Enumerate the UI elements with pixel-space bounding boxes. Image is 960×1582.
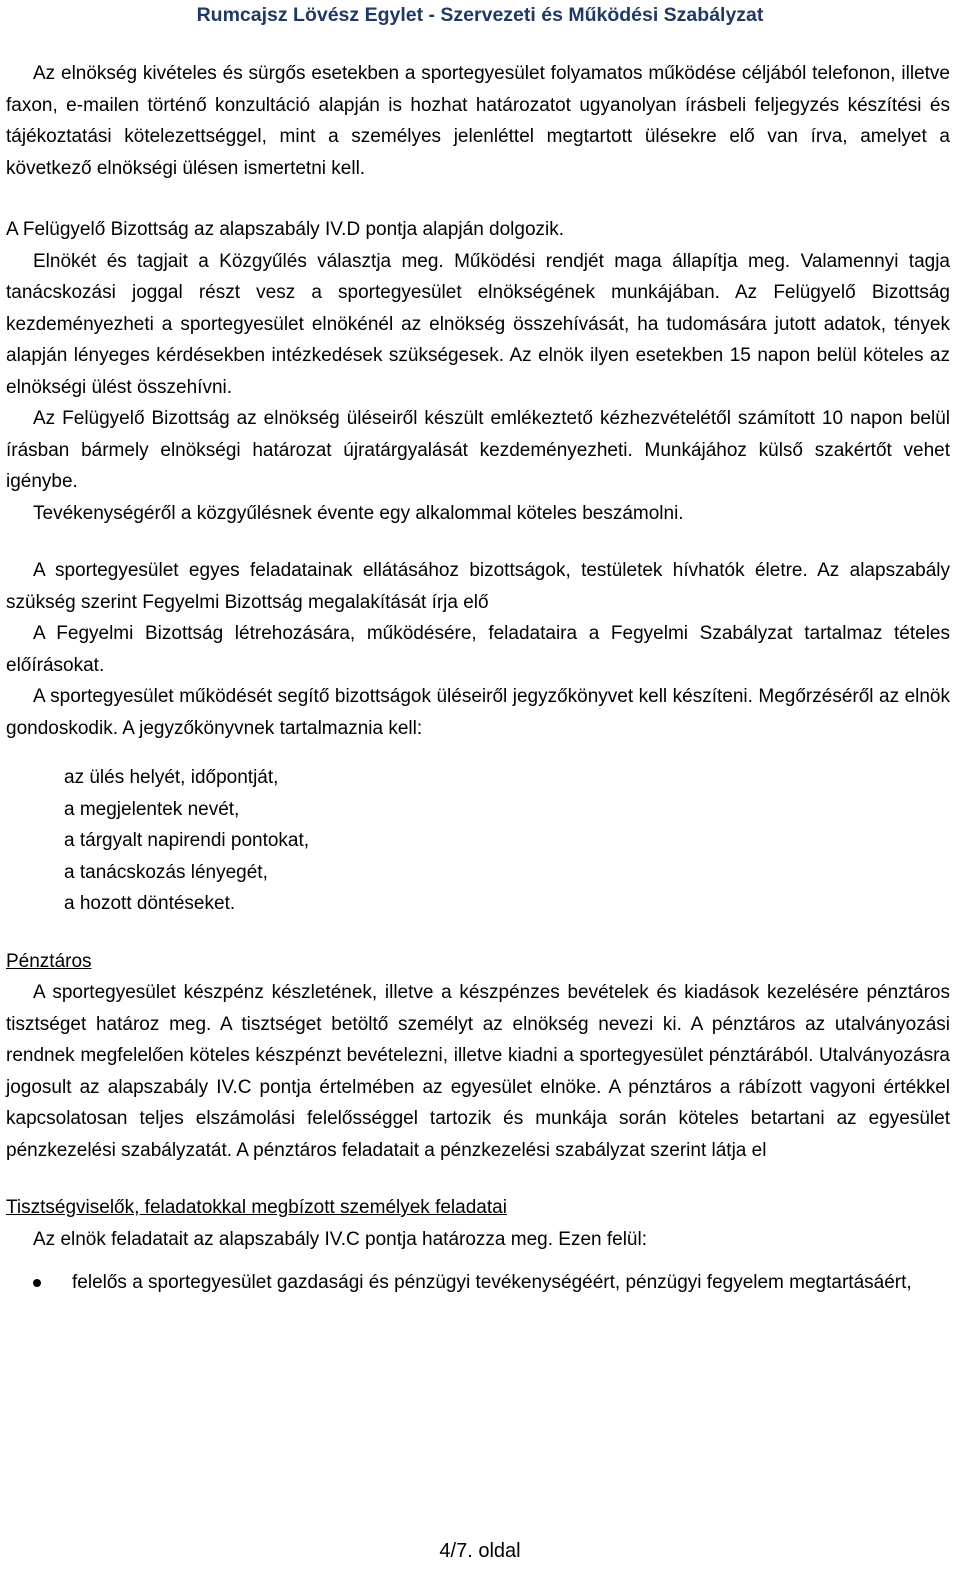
paragraph-president-duties: Az elnök feladatait az alapszabály IV.C pontja határozza meg. Ezen felül: (33, 1228, 648, 1250)
section-heading-officers: Tisztségviselők, feladatokkal megbízott személyek feladatai (6, 1197, 507, 1218)
list-item: a hozott döntéseket. (64, 893, 236, 914)
paragraph-committee-minutes: A sportegyesület működését segítő bizottságok üléseiről jegyzőkönyvet kell készíteni. Megőrzéséről az elnök gondoskodik. A jegyzőkönyvnek tartalmaznia kell: (6, 686, 950, 739)
list-item: a megjelentek nevét, (64, 798, 240, 820)
paragraph-committees: A sportegyesület egyes feladatainak ellátásához bizottságok, testületek hívhatók életre. Az alapszabály szükség szerint Fegyelmi Bizottság megalakítását írja elő (6, 560, 950, 613)
list-item: a tárgyalt napirendi pontokat, (64, 830, 310, 851)
president-duties-list (6, 1267, 950, 1299)
bullet-icon (33, 1279, 41, 1287)
paragraph-supervisory-board-minutes: Az Felügyelő Bizottság az elnökség üléseiről készült emlékeztető kézhezvételétől számított 10 napon belül írásban bármely elnökségi határozat újratárgyalását kezdeményezheti. Munkájához külső szakértőt vehet igénybe. (6, 408, 950, 492)
paragraph-cashier: A sportegyesület készpénz készletének, illetve a készpénzes bevételek és kiadások kezelésére pénztáros tisztséget határoz meg. A tisztséget betöltő személyt az elnökség nevezi ki. A pénztáros az utalványozási rendnek megfelelően köteles készpénzt bevételezni, illetve kiadni a sportegyesület pénztárából. Utalványozásra jogosult az alapszabály IV.C pontja értelmében az egyesület elnöke. A pénztáros a rábízott vagyoni értékkel kapcsolatosan teljes elszámolási felelősséggel tartozik és munkája során köteles betartani az egyesület pénzkezelési szabályzatát. A pénztáros feladatait a pénzkezelési szabályzat szerint látja el (6, 982, 950, 1161)
section-heading-cashier: Pénztáros (6, 950, 92, 972)
document-body (6, 58, 950, 1299)
list-item: a tanácskozás lényegét, (64, 861, 268, 883)
list-item: az ülés helyét, időpontját, (64, 767, 279, 788)
page-number: 4/7. oldal (439, 1540, 521, 1562)
bullet-text: felelős a sportegyesület gazdasági és pénzügyi tevékenységéért, pénzügyi fegyelem megtartásáért, (72, 1272, 912, 1293)
paragraph-urgent-decisions: Az elnökség kivételes és sürgős esetekben a sportegyesület folyamatos működése céljából telefonon, illetve faxon, e-mailen történő konzultáció alapján is hozhat határozatot ugyanolyan írásbeli feljegyzés készítési és tájékoztatási kötelezettséggel, mint a személyes jelenléttel megtartott ülésekre elő van írva, amelyet a következő elnökségi ülésen ismertetni kell. (6, 63, 950, 179)
paragraph-supervisory-board-report: Tevékenységéről a közgyűlésnek évente egy alkalommal köteles beszámolni. (33, 502, 684, 524)
paragraph-supervisory-board-members: Elnökét és tagjait a Közgyűlés választja meg. Működési rendjét maga állapítja meg. Valamennyi tagja tanácskozási joggal részt vesz a sportegyesület elnökségének munkájában. Az Felügyelő Bizottság kezdeményezheti a sportegyesület elnökénél az elnökség összehívását, ha tudomására jutott adatok, tények alapján lényeges kérdésekben intézkedések szükségesek. Az elnök ilyen esetekben 15 napon belül köteles az elnökségi ülést összehívni. (6, 250, 950, 398)
list-item (6, 1267, 950, 1299)
document-header-title: Rumcajsz Lövész Egylet - Szervezeti és Működési Szabályzat (196, 4, 764, 26)
paragraph-supervisory-board-intro: A Felügyelő Bizottság az alapszabály IV.D pontja alapján dolgozik. (6, 219, 565, 240)
paragraph-disciplinary-board: A Fegyelmi Bizottság létrehozására, működésére, feladataira a Fegyelmi Szabályzat tartalmaz tételes előírásokat. (6, 623, 950, 676)
minutes-contents-list (6, 762, 950, 920)
